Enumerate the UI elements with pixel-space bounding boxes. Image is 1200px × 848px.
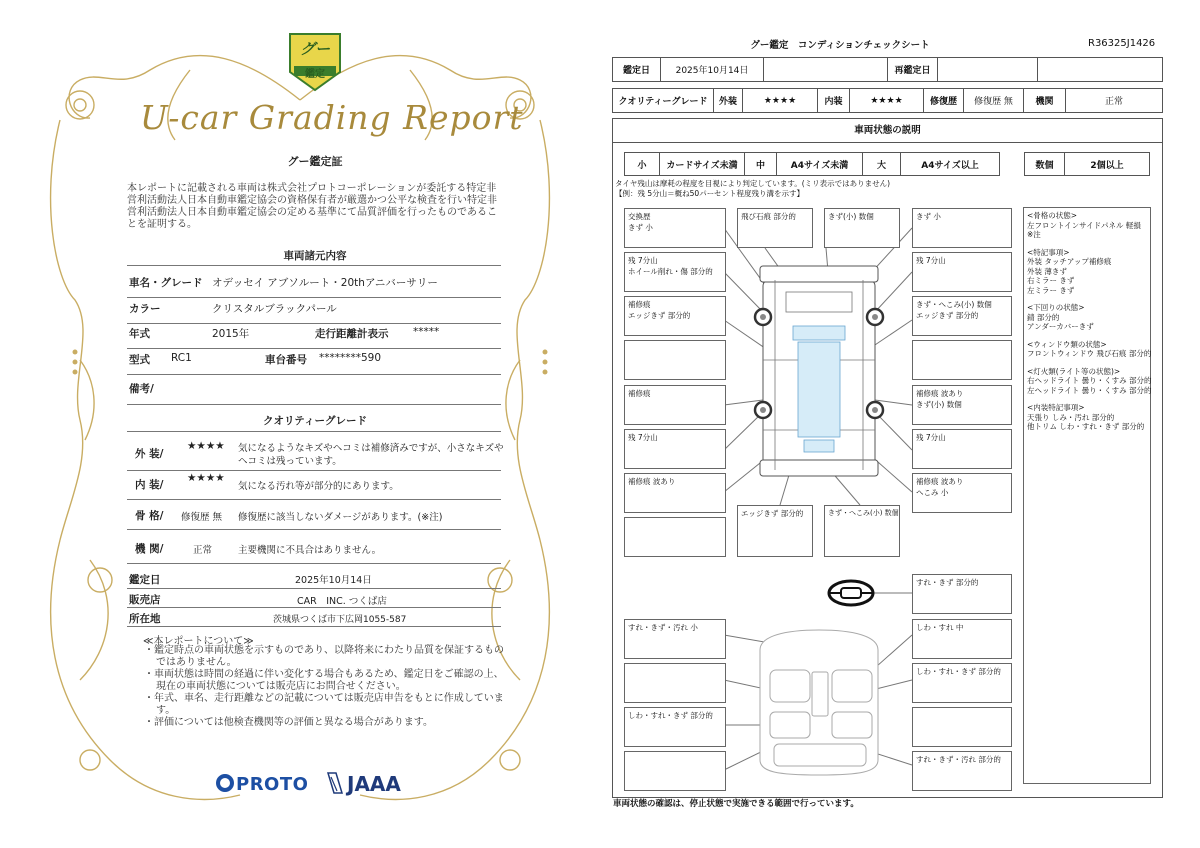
badge-text-top: グー [299,40,330,58]
damage-box: 補修痕 波あり きず(小) 数個 [912,385,1012,425]
damage-box: 補修痕 エッジきず 部分的 [624,296,726,336]
tire-note-line1: タイヤ残山は摩耗の程度を目視により判定しています。(ミリ表示ではありません) [615,179,891,188]
redate-label: 再鑑定日 [888,58,938,81]
damage-box: 補修痕 [624,385,726,425]
count-label: 数個 [1025,153,1065,175]
quality-row-exterior [127,438,504,471]
interior-box: しわ・すれ 中 [912,619,1012,659]
steering-wheel-icon [829,581,873,605]
engine-label: 機 関/ [135,543,164,555]
jaaa-logo-text: JAAA [347,772,401,796]
spec-remarks-label: 備考/ [129,383,154,395]
quality-row-interior [127,472,501,500]
dealer-row [127,590,501,608]
spec-heading: 車両諸元内容 [283,250,347,262]
int-stars: ★★★★ [850,89,924,112]
section-title: 車両状態の説明 [613,119,1162,143]
ext-stars: ★★★★ [743,89,818,112]
notice-item: ・鑑定時点の車両状態を示すものであり、以降将来にわたり品質を保証するものではありません。 [144,645,504,668]
damage-box [912,340,1012,380]
interior-box: すれ・きず 部分的 [912,574,1012,614]
int-label: 内装 [818,89,850,112]
interior-box: しわ・すれ・きず 部分的 [912,663,1012,703]
spec-row-remarks [127,381,501,405]
damage-box: 残 7分山 [912,252,1012,292]
sheet-title: グー鑑定 コンディションチェックシート [750,40,930,51]
damage-box: 残 7分山 ホイール削れ・傷 部分的 [624,252,726,292]
damage-box: 残 7分山 [624,429,726,469]
damage-box [624,517,726,557]
frame-value: 修復歴 無 [181,512,223,523]
interior-box [624,663,726,703]
appraisal-date-value: 2025年10月14日 [295,575,372,586]
condition-notes: <骨格の状態> 左フロントインサイドパネル 軽損 ※注 <特記事項> 外装 タッチアップ補修痕 外装 薄きず 右ミラー きず 左ミラー きず <下回りの状態> 錆 部分的 アンダーカバーきず <ウィンドウ類の状態> フロントウィンドウ 飛び石痕 部分的 <灯火類(ライト等の状態)> 右ヘッドライト 曇り・くすみ 部分的 左ヘッドライト 曇り・くすみ 部分的 <内装特記事項> 天張り しみ・汚れ 部分的 他トリム しわ・すれ・きず 部分的 [1023,207,1151,784]
notice-list [144,645,504,729]
certificate-heading: グー鑑定証 [287,155,343,168]
spec-model-value: RC1 [171,352,192,364]
damage-box: きず・へこみ(小) 数個 [824,505,900,557]
size-mid-label: 中 [745,153,777,175]
notice-item: ・年式、車名、走行距離などの記載については販売店申告をもとに作成しています。 [144,693,504,716]
address-value: 茨城県つくば市下広岡1055-587 [273,615,407,625]
spec-grade-value: オデッセイ アブソルート・20thアニバーサリー [212,277,438,289]
notice-item: ・評価については他検査機関等の評価と異なる場合があります。 [144,717,433,728]
footer-note: 車両状態の確認は、停止状態で実施できる範囲で行っています。 [613,799,859,809]
address-label: 所在地 [129,613,161,625]
spec-year-value: 2015年 [212,328,250,340]
date-label: 鑑定日 [613,58,661,81]
damage-box: 交換歴 きず 小 [624,208,726,248]
engine-text: 主要機関に不具合はありません。 [238,545,382,556]
address-row [127,609,501,627]
spec-row-model [127,352,501,375]
spec-row-grade [127,275,501,298]
interior-box [624,751,726,791]
damage-box: きず(小) 数個 [824,208,900,248]
spec-grade-label: 車名・グレード [129,277,203,289]
size-small-label: 小 [625,153,660,175]
proto-logo-text: PROTO [236,774,309,795]
date-value: 2025年10月14日 [661,58,764,81]
interior-box [912,707,1012,747]
size-large-desc: A4サイズ以上 [921,160,979,171]
jaaa-mark-icon [326,771,344,795]
spec-odometer-label: 走行距離計表示 [315,328,389,340]
size-large-label: 大 [863,153,901,175]
ext-label: 外装 [714,89,743,112]
size-mid-desc: A4サイズ未満 [777,153,863,175]
jaaa-logo [326,771,401,796]
quality-grade-heading: クオリティーグレード [263,415,367,427]
interior-stars: ★★★★ [187,472,225,484]
history-label: 修復歴 [924,89,964,112]
interior-text: 気になる汚れ等が部分的にあります。 [238,481,399,492]
spec-chassis-label: 車台番号 [265,354,307,366]
history-value: 修復歴 無 [964,89,1024,112]
spec-color-label: カラー [129,303,161,315]
script-title: U-car Grading Report [140,98,524,137]
spec-year-label: 年式 [129,328,150,340]
notice-title: ≪本レポートについて≫ [143,636,254,647]
damage-box: きず 小 [912,208,1012,248]
proto-mark-icon [216,774,234,792]
engine-value-r: 正常 [1104,97,1123,107]
damage-box: 残 7分山 [912,429,1012,469]
tire-note-line2: 【例：残 5分山＝概ね50パーセント程度残り溝を示す】 [615,189,805,198]
interior-box: すれ・きず・汚れ 部分的 [912,751,1012,791]
size-small-desc: カードサイズ未満 [660,153,745,175]
exterior-text-line1: 気になるようなキズやヘコミは補修済みですが、小さなキズや [238,443,504,454]
damage-box: 補修痕 波あり [624,473,726,513]
frame-text: 修復歴に該当しないダメージがあります。(※注) [238,512,443,523]
interior-box: すれ・きず・汚れ 小 [624,619,726,659]
spec-model-label: 型式 [129,354,150,366]
engine-value: 正常 [193,545,213,556]
damage-box: きず・へこみ(小) 数個 エッジきず 部分的 [912,296,1012,336]
frame-label: 骨 格/ [135,510,164,522]
badge-text-bottom: 鑑定 [305,69,325,80]
report-id: R36325J1426 [1088,38,1156,49]
condition-check-sheet [600,0,1200,848]
damage-box: 補修痕 波あり へこみ 小 [912,473,1012,513]
damage-box: 飛び石痕 部分的 [737,208,813,248]
spec-chassis-value: ********590 [319,352,382,364]
exterior-stars: ★★★★ [187,440,225,452]
certificate-body: 本レポートに記載される車両は株式会社プロトコーポレーションが委託する特定非営利活動法人日本自動車鑑定協会の資格保有者が厳選かつ公平な検査を行い特定非営利活動法人日本自動車鑑定協会の定める基準にて品質評価を行ったものであることを証明する。 [127,183,497,230]
quality-row-engine [127,538,501,564]
appraisal-date-row [127,570,501,589]
appraisal-date-label: 鑑定日 [129,574,161,586]
damage-box: エッジきず 部分的 [737,505,813,557]
spec-row-year [127,326,501,349]
proto-logo [216,774,308,795]
qg-label: クオリティーグレード [613,89,714,112]
dealer-label: 販売店 [129,594,161,606]
notice-item: ・車両状態は時間の経過に伴い変化する場合もあるため、鑑定日をご確認の上、現在の車両状態については販売店にお問合せください。 [144,669,504,692]
count-desc: 2個以上 [1090,160,1124,171]
interior-label: 内 装/ [135,479,164,491]
interior-box: しわ・すれ・きず 部分的 [624,707,726,747]
dealer-value: CAR INC. つくば店 [297,596,387,607]
spec-odometer-value: ***** [413,326,440,338]
quality-row-frame [127,505,501,530]
damage-box [624,340,726,380]
spec-row-color [127,301,501,324]
exterior-label: 外 装/ [135,448,164,460]
engine-label-r: 機関 [1024,89,1066,112]
spec-color-value: クリスタルブラックパール [212,303,337,315]
exterior-text-line2: ヘコミは残っています。 [238,456,342,467]
